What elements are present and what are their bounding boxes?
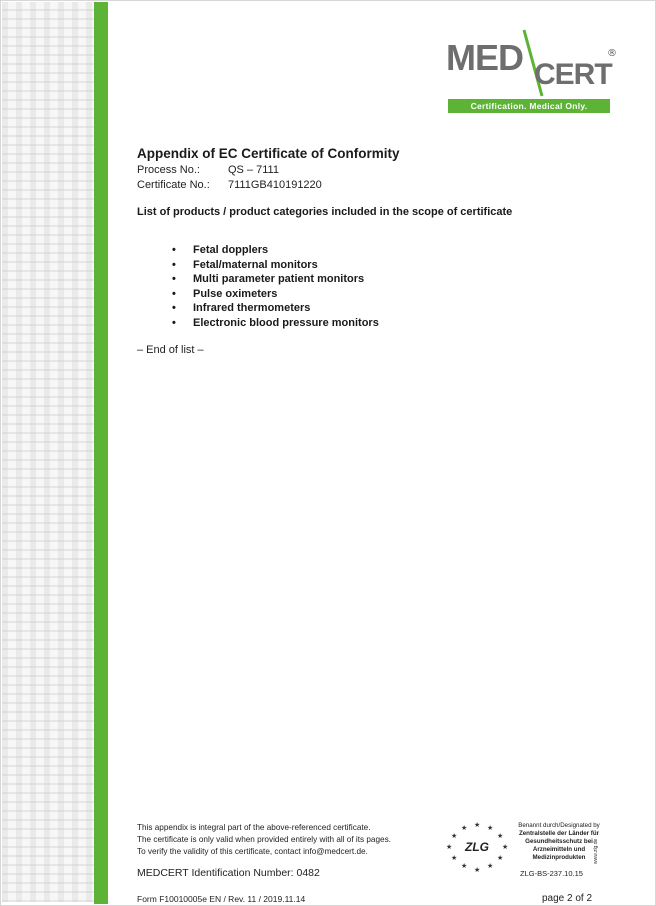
product-list: [172, 243, 379, 331]
logo-cert-text: CERT: [534, 58, 612, 91]
list-item: [172, 301, 379, 316]
green-margin-bar: [94, 2, 108, 904]
footer-notice: [137, 822, 391, 858]
list-item: [172, 258, 379, 273]
product-name: Fetal dopplers: [193, 244, 269, 256]
svg-text:★: ★: [461, 824, 468, 832]
list-item: [172, 272, 379, 287]
bullet: •: [172, 244, 176, 256]
svg-text:★: ★: [487, 862, 494, 870]
zlg-designation: [514, 822, 604, 862]
zlg-logo-text: ZLG: [465, 840, 489, 854]
product-name: Fetal/maternal monitors: [193, 258, 318, 271]
svg-text:★: ★: [487, 824, 494, 832]
svg-text:★: ★: [451, 832, 458, 840]
product-name: Electronic blood pressure monitors: [193, 316, 379, 329]
document-title: Appendix of EC Certificate of Conformity: [137, 146, 400, 161]
svg-text:★: ★: [461, 862, 468, 870]
certificate-value: 7111GB410191220: [228, 179, 322, 191]
footer-line: This appendix is integral part of the above-referenced certificate.: [137, 823, 371, 832]
list-item: [172, 287, 379, 302]
bullet: •: [172, 273, 176, 286]
scope-title: List of products / product categories included in the scope of certificate: [137, 206, 513, 218]
bullet: •: [172, 287, 176, 300]
process-value: QS – 7111: [228, 164, 279, 176]
zlg-seal: [441, 818, 513, 876]
logo-tagline: Certification. Medical Only.: [448, 99, 610, 113]
page-number: page 2 of 2: [542, 893, 593, 904]
end-of-list: – End of list –: [137, 344, 204, 356]
list-item: [172, 243, 379, 258]
bullet: •: [172, 316, 176, 329]
svg-text:★: ★: [497, 832, 504, 840]
security-watermark-strip: [2, 2, 94, 902]
product-name: Multi parameter patient monitors: [193, 273, 365, 286]
zlg-designated: Benannt durch/Designated by: [518, 822, 600, 829]
zlg-number: ZLG-BS-237.10.15: [520, 869, 583, 878]
svg-text:★: ★: [446, 843, 453, 851]
footer-line: To verify the validity of this certificate, contact info@medcert.de.: [137, 847, 368, 856]
certificate-row: [137, 179, 322, 191]
zlg-website: www.zlg.de: [593, 838, 599, 864]
form-number: Form F10010005e EN / Rev. 11 / 2019.11.14: [137, 894, 306, 904]
bullet: •: [172, 302, 176, 315]
zlg-authority: Zentralstelle der Länder für Gesundheitsschutz bei Arzneimitteln und Medizinprodukten: [518, 830, 600, 861]
svg-text:★: ★: [451, 854, 458, 862]
product-name: Pulse oximeters: [193, 287, 278, 300]
registered-mark: ®: [607, 48, 617, 59]
identification-number: MEDCERT Identification Number: 0482: [137, 867, 320, 879]
list-item: [172, 316, 379, 331]
svg-text:★: ★: [502, 843, 509, 851]
product-name: Infrared thermometers: [193, 302, 311, 315]
svg-text:★: ★: [474, 821, 481, 829]
logo-med-text: MED: [446, 37, 523, 78]
svg-text:★: ★: [474, 866, 481, 874]
footer-line: The certificate is only valid when provided entirely with all of its pages.: [137, 835, 391, 844]
certificate-label: Certificate No.:: [137, 179, 210, 191]
bullet: •: [172, 258, 176, 271]
process-row: [137, 164, 279, 176]
process-label: Process No.:: [137, 164, 200, 176]
svg-text:★: ★: [497, 854, 504, 862]
